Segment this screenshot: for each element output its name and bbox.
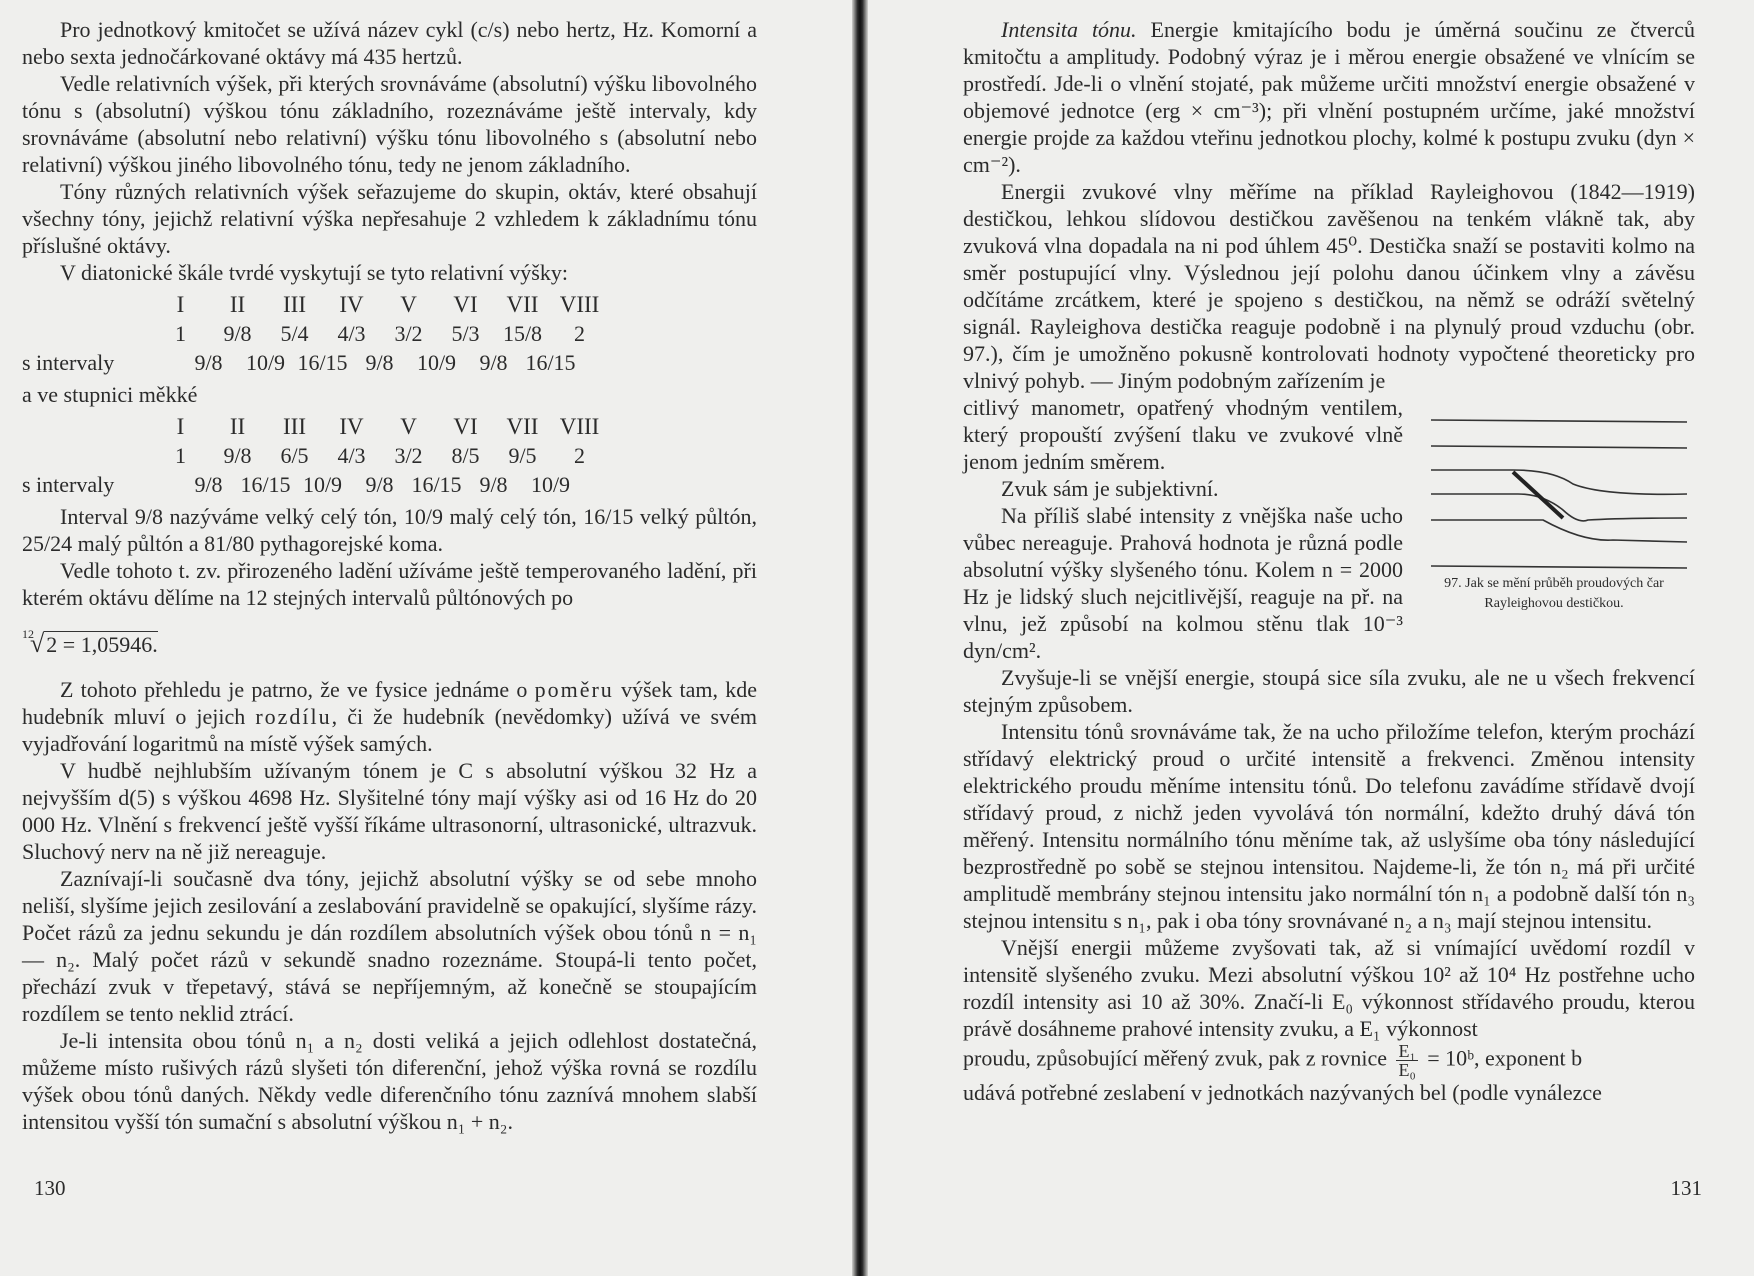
table-cell: 3/2: [394, 443, 423, 468]
table-cell: 16/15: [411, 472, 462, 497]
spaced-word: poměru: [534, 677, 614, 702]
table-cell: III: [283, 292, 306, 317]
paragraph: Vedle tohoto t. zv. přirozeného ladění užíváme ještě temperovaného ladění, při kterém oktávu dělíme na 12 stejných intervalů půltónových po: [22, 558, 757, 610]
paragraph: Zvyšuje-li se vnější energie, stoupá sice síla zvuku, ale ne u všech frekvencí stejným způsobem.: [963, 665, 1695, 717]
twelfth-root-formula: [22, 621, 757, 658]
table-cell: VIII: [559, 292, 600, 317]
table-cell: 9/8: [365, 350, 394, 375]
paragraph: Zaznívají-li současně dva tóny, jejichž absolutní výšky se od sebe mnoho neliší, slyšíme jejich zesilování a zeslabování pravidelně se opakující, slyšíme rázy. Počet rázů za jednu sekundu je dán rozdílem absolutních výšek obou tónů n = n₁ — n₂. Malý počet rázů v sekundě snadno rozeznáme. Stoupá-li tento počet, přechází zvuk v třepetavý, stává se nepříjemným, až konečně se stoupajícím rozdílem se tento neklid ztrácí.: [22, 866, 757, 1026]
table-cell: 5/4: [280, 321, 309, 346]
table-cell: VII: [506, 414, 539, 439]
figure-block: [963, 394, 1695, 664]
row-label: s intervaly: [22, 350, 115, 375]
table-cell: I: [176, 292, 185, 317]
row-label: s intervaly: [22, 472, 115, 497]
table-cell: 9/8: [479, 350, 508, 375]
table-cell: 10/9: [530, 472, 571, 497]
paragraph: [22, 676, 757, 757]
paragraph: Pro jednotkový kmitočet se užívá název cykl (c/s) nebo hertz, Hz. Komorní a nebo sexta jednočárkované oktávy má 435 hertzů.: [22, 17, 757, 69]
table-cell: 3/2: [394, 321, 423, 346]
table-cell: V: [400, 292, 417, 317]
table-cell: III: [283, 414, 306, 439]
paragraph: citlivý manometr, opatřený vhodným ventilem, který propouští zvýšení tlaku ve zvukové vlně jenom jedním směrem.: [963, 395, 1403, 474]
root-index: 12: [22, 627, 34, 641]
paragraph: Na příliš slabé intensity z vnějška naše ucho vůbec nereaguje. Prahová hodnota je různá podle absolutní výšky slyšeného tónu. Kolem n = 2000 Hz je lidský sluch nejcitlivější, reaguje na př. na vlnu, jež způsobí na kolmou stěnu tlak 10⁻³ dyn/cm².: [963, 503, 1403, 663]
streamline: [1431, 446, 1687, 448]
table-cell: IV: [339, 292, 364, 317]
table-cell: 4/3: [337, 321, 366, 346]
paragraph: [963, 16, 1695, 178]
page-number: 130: [34, 1176, 66, 1200]
paragraph: Interval 9/8 nazýváme velký celý tón, 10/9 malý celý tón, 16/15 velký půltón, 25/24 malý půltón a 81/80 pythagorejské koma.: [22, 504, 757, 556]
right-page: [868, 0, 1754, 1276]
root-value: 2 = 1,05946.: [46, 632, 158, 657]
text-run: Energie kmitajícího bodu je úměrná součinu ze čtverců kmitočtu a amplitudy. Podobný výraz je i měrou energie obsažené ve vlnícím se prostředí. Jde-li o vlnění stojaté, pak můžeme určiti množství energie obsažené v objemové jednotce (erg × cm⁻³); při vlnění postupném určíme, jaké množství energie projde za každou vteřinu jednotkou plochy, kolmé k postupu zvuku (dyn × cm⁻²).: [963, 17, 1695, 177]
streamline: [1431, 520, 1687, 542]
fraction: [1396, 1042, 1417, 1079]
table-row: [22, 412, 642, 441]
table-row: [22, 441, 642, 470]
table-cell: 10/9: [245, 350, 286, 375]
paragraph: Intensitu tónů srovnáváme tak, že na ucho přiložíme telefon, kterým prochází střídavý elektrický proud o určité intensitě a frekvenci. Změnou intensity elektrického proudu měníme intensitu tónů. Do telefonu zavádíme střídavě dvojí střídavý proud, z nichž jeden vyvolává tón normální, kdežto druhý dává tón měřený. Intensitu normálního tónu měníme tak, až uslyšíme oba tóny následující bezprostředně po sobě se stejnou intensitou. Najdeme-li, že tón n₂ má při určité amplitudě membrány stejnou intensitu jako normální tón n₁ a podobně další tón n₃ stejnou intensitu s n₁, pak i oba tóny srovnávané n₂ a n₃ mají stejnou intensitu.: [963, 719, 1695, 933]
table-cell: VIII: [559, 414, 600, 439]
table-cell: 16/15: [240, 472, 291, 497]
table-cell: VI: [453, 292, 478, 317]
paragraph: Vedle relativních výšek, při kterých srovnáváme (absolutní) výšku libovolného tónu s (absolutní) výškou tónu základního, rozeznáváme ještě intervaly, kdy srovnáváme (absolutní nebo relativní) výšku tónu libovolného s (absolutní nebo relativní) výškou jiného libovolného tónu, tedy ne jenom základního.: [22, 71, 757, 177]
paragraph: udává potřebné zeslabení v jednotkách nazývaných bel (podle vynálezce: [963, 1080, 1602, 1105]
paragraph: Tóny různých relativních výšek seřazujeme do skupin, oktáv, které obsahují všechny tóny, jejichž relativní výška nepřesahuje 2 vzhledem k základnímu tónu příslušné oktávy.: [22, 179, 757, 258]
paragraph: Je-li intensita obou tónů n₁ a n₂ dosti veliká a jejich odlehlost dostatečná, můžeme místo rušivých rázů slyšeti tón diferenční, jehož výška rovná se rozdílu výšek obou tónů daných. Někdy vedle diferenčního tónu zaznívá mnohem slabší intensitou vyšší tón sumační s absolutní výškou n₁ + n₂.: [22, 1028, 757, 1134]
table-row: [22, 290, 642, 319]
paragraph: Energii zvukové vlny měříme na příklad Rayleighovou (1842—1919) destičkou, lehkou slídovou destičkou zavěšenou na tenkém vlákně tak, aby zvuková vlna dopadala na ni pod úhlem 45⁰. Destička snaží se postaviti kolmo na směr postupující vlny. Výslednou její polohu danou účinkem vlny a závěsu odčítáme zrcátkem, které je spojeno s destičkou, na němž se odráží světelný signál. Rayleighova destička reaguje podobně i na plynulý proud vzduchu (obr. 97.), čím je umožněno pokusně kontrolovati hodnoty vypočtené theoreticky pro vlnivý pohyb. — Jiným podobným zařízením je: [963, 179, 1695, 393]
table-cell: 2: [574, 321, 585, 346]
table-cell: 1: [175, 443, 186, 468]
text-run: Z tohoto přehledu je patrno, že ve fysice jednáme o: [60, 677, 528, 702]
text-run: výšek tam, kde hudebník mluví o jejich: [22, 677, 757, 729]
major-scale-table: [22, 290, 642, 377]
table-cell: 9/8: [479, 472, 508, 497]
minor-scale-label: a ve stupnici měkké: [22, 382, 198, 407]
text-run: , či že hudebník (nevědomky) užívá ve svém vyjadřování logaritmů na místě výšek samých.: [22, 704, 757, 756]
table-cell: VII: [506, 292, 539, 317]
streamline-diagram: [1403, 402, 1695, 572]
table-cell: 8/5: [451, 443, 480, 468]
table-cell: 2: [574, 443, 585, 468]
table-row: [22, 348, 642, 377]
table-cell: 9/8: [194, 350, 223, 375]
table-cell: 10/9: [302, 472, 343, 497]
left-page: [0, 0, 852, 1276]
figure-side-text: [963, 394, 1403, 664]
paragraph: [963, 1042, 1695, 1079]
right-page-text: [963, 16, 1695, 1106]
spaced-word: rozdílu: [255, 704, 332, 729]
table-cell: IV: [339, 414, 364, 439]
figure-caption: 97. Jak se mění průběh proudových čar Rayleighovou destičkou.: [1444, 576, 1664, 611]
fraction-numerator: E₁: [1398, 1041, 1416, 1061]
fraction-denominator: E₀: [1398, 1060, 1416, 1080]
table-cell: 9/8: [223, 443, 252, 468]
left-page-text: [22, 16, 757, 1135]
table-cell: 9/8: [365, 472, 394, 497]
table-cell: 10/9: [416, 350, 457, 375]
table-cell: 5/3: [451, 321, 480, 346]
table-cell: II: [229, 292, 246, 317]
table-cell: 6/5: [280, 443, 309, 468]
table-cell: V: [400, 414, 417, 439]
paragraph: V hudbě nejhlubším užívaným tónem je C s absolutní výškou 32 Hz a nejvyšším d(5) s výškou 4698 Hz. Slyšitelné tóny mají výšky asi od 16 Hz do 20 000 Hz. Vlnění s frekvencí ještě vyšší říkáme ultrasonorní, ultrasonické, ultrazvuk. Sluchový nerv na ně již nereaguje.: [22, 758, 757, 864]
rayleigh-disc-figure: [1403, 394, 1695, 654]
table-cell: 9/5: [508, 443, 537, 468]
table-cell: 16/15: [525, 350, 576, 375]
text-run: = 10ᵇ, exponent b: [1427, 1045, 1583, 1071]
table-cell: VI: [453, 414, 478, 439]
book-gutter: [852, 0, 868, 1276]
streamline: [1431, 470, 1687, 494]
page-number: 131: [1670, 1176, 1702, 1200]
table-cell: 1: [175, 321, 186, 346]
rayleigh-disc: [1513, 472, 1563, 518]
table-cell: I: [176, 414, 185, 439]
minor-scale-table: [22, 412, 642, 499]
table-row: [22, 470, 642, 499]
radical-sign: √: [30, 629, 45, 658]
table-cell: 9/8: [194, 472, 223, 497]
table-row: [22, 319, 642, 348]
paragraph: Zvuk sám je subjektivní.: [1001, 476, 1219, 501]
table-cell: II: [229, 414, 246, 439]
paragraph: V diatonické škále tvrdé vyskytují se tyto relativní výšky:: [60, 260, 568, 285]
table-cell: 4/3: [337, 443, 366, 468]
streamline: [1431, 566, 1687, 568]
table-cell: 9/8: [223, 321, 252, 346]
section-title: Intensita tónu.: [1001, 17, 1137, 42]
paragraph: Vnější energii můžeme zvyšovati tak, až si vnímající uvědomí rozdíl v intensitě slyšeného zvuku. Mezi absolutní výškou 10² až 10⁴ Hz postřehne ucho rozdíl intensity asi 10 až 30%. Značí-li E₀ výkonnost střídavého proudu, kterou právě dosáhneme prahové intensity zvuku, a E₁ výkonnost: [963, 935, 1695, 1041]
table-cell: 16/15: [297, 350, 348, 375]
table-cell: 15/8: [502, 321, 543, 346]
text-run: proudu, způsobující měřený zvuk, pak z rovnice: [963, 1045, 1387, 1071]
streamline: [1431, 420, 1687, 422]
